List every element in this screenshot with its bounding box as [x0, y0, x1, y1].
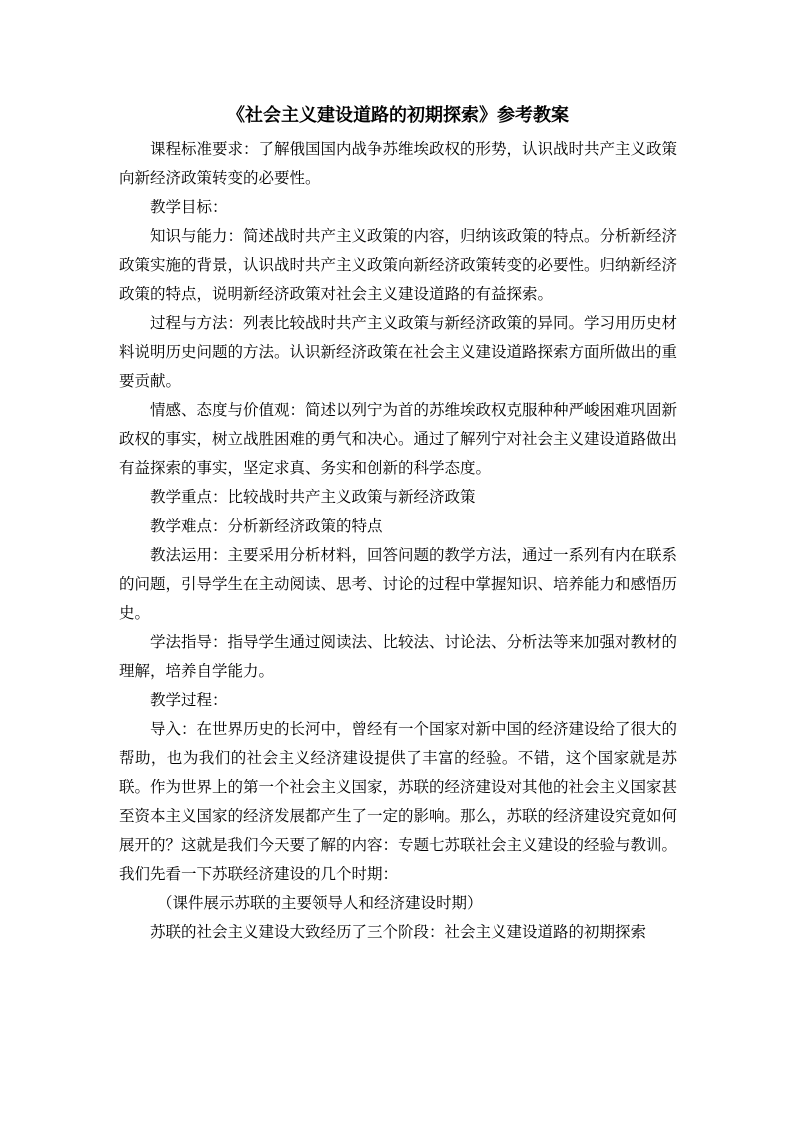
paragraph-courseware-note: （课件展示苏联的主要领导人和经济建设时期） — [157, 894, 483, 912]
document-body — [119, 101, 677, 947]
paragraph-introduction: 导入：在世界历史的长河中，曾经有一个国家对新中国的经济建设给了很大的帮助，也为我们的社会主义经济建设提供了丰富的经验。不错，这个国家就是苏联。作为世界上的第一个社会主义国家，苏联的经济建设对其他的社会主义国家甚至资本主义国家的经济发展都产生了一定的影响。那么，苏联的经济建设究竟如何展开的？这就是我们今天要了解的内容：专题七苏联社会主义建设的经验与教训。我们先看一下苏联经济建设的几个时期： — [119, 720, 678, 883]
paragraph-learning-guidance: 学法指导：指导学生通过阅读法、比较法、讨论法、分析法等来加强对教材的理解，培养自学能力。 — [119, 633, 678, 680]
paragraph-three-stages: 苏联的社会主义建设大致经历了三个阶段：社会主义建设道路的初期探索 — [150, 923, 647, 941]
paragraph-process-method: 过程与方法：列表比较战时共产主义政策与新经济政策的异同。学习用历史材料说明历史问题的方法。认识新经济政策在社会主义建设道路探索方面所做出的重要贡献。 — [119, 314, 678, 390]
paragraph-teaching-process-heading: 教学过程： — [150, 691, 228, 709]
paragraph-teaching-method: 教法运用：主要采用分析材料，回答问题的教学方法，通过一系列有内在联系的问题，引导学生在主动阅读、思考、讨论的过程中掌握知识、培养能力和感悟历史。 — [119, 546, 678, 622]
paragraph-knowledge-ability: 知识与能力：简述战时共产主义政策的内容，归纳该政策的特点。分析新经济政策实施的背景，认识战时共产主义政策向新经济政策转变的必要性。归纳新经济政策的特点，说明新经济政策对社会主义建设道路的有益探索。 — [119, 227, 678, 303]
paragraph-key-points: 教学重点：比较战时共产主义政策与新经济政策 — [150, 488, 476, 506]
paragraph-emotion-values: 情感、态度与价值观：简述以列宁为首的苏维埃政权克服种种严峻困难巩固新政权的事实，树立战胜困难的勇气和决心。通过了解列宁对社会主义建设道路做出有益探索的事实，坚定求真、务实和创新的科学态度。 — [119, 401, 678, 477]
paragraph-difficulties: 教学难点：分析新经济政策的特点 — [150, 517, 383, 535]
document-title: 《社会主义建设道路的初期探索》参考教案 — [227, 105, 569, 126]
paragraph-teaching-goals-heading: 教学目标： — [150, 198, 228, 216]
paragraph-curriculum-standard: 课程标准要求：了解俄国国内战争苏维埃政权的形势，认识战时共产主义政策向新经济政策转变的必要性。 — [119, 140, 678, 187]
